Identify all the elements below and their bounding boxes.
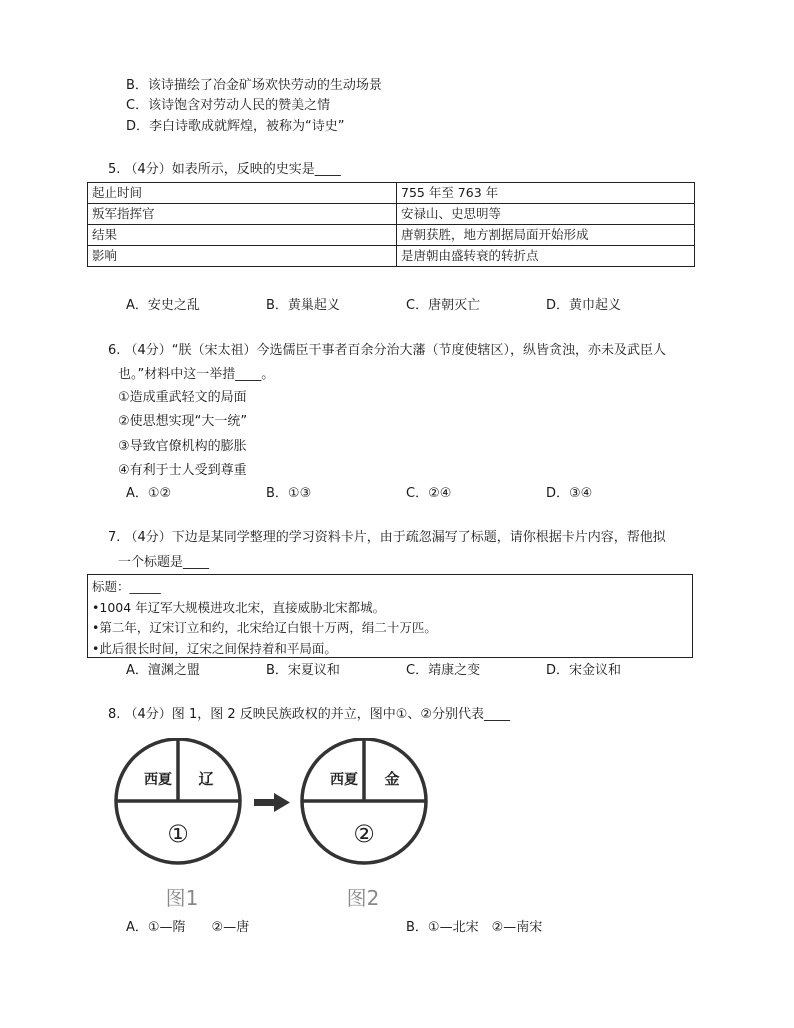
q6-item-2: ②使思想实现“大一统” (118, 414, 248, 429)
q5-table (87, 182, 695, 267)
q7-option-b: B．宋夏议和 (266, 663, 340, 678)
q5-stem: 5. （4分）如表所示，反映的史实是____ (108, 162, 341, 177)
card-title: 标题：_____ (92, 579, 161, 594)
q7-option-c: C．靖康之变 (406, 663, 481, 678)
q7-info-card (87, 574, 693, 658)
table-cell: 唐朝获胜，地方割据局面开始形成 (397, 225, 695, 246)
q6-option-b: B．①③ (266, 486, 312, 501)
figure-1-label-xixia: 西夏 (144, 772, 172, 788)
table-cell: 755 年至 763 年 (397, 183, 695, 204)
q6-item-1: ①造成重武轻文的局面 (118, 390, 247, 405)
q4-option-d: D．李白诗歌成就辉煌，被称为“诗史” (126, 119, 345, 134)
figure-2-label-jin: 金 (384, 770, 400, 788)
figure-2-caption: 图2 (346, 886, 380, 910)
q5-option-b: B．黄巢起义 (266, 298, 340, 313)
q7-stem-line1: 7. （4分）下边是某同学整理的学习资料卡片，由于疏忽漏写了标题，请你根据卡片内容，帮他拟 (108, 530, 666, 545)
card-line: •1004 年辽军大规模进攻北宋，直接威胁北宋都城。 (92, 599, 386, 615)
figure-1-label-circled-1: ① (167, 820, 189, 848)
table-row (88, 183, 695, 204)
q6-stem-line2: 也。”材料中这一举措____。 (118, 367, 275, 382)
q6-option-d: D．③④ (546, 486, 593, 501)
table-cell: 结果 (88, 225, 397, 246)
figure-2-circle (302, 739, 426, 863)
q7-option-a: A．澶渊之盟 (126, 663, 200, 678)
figure-1-caption: 图1 (165, 886, 199, 910)
q6-option-c: C．②④ (406, 486, 452, 501)
q6-option-a: A．①② (126, 486, 172, 501)
card-line: •此后很长时间，辽宋之间保持着和平局面。 (92, 640, 337, 656)
card-line: •第二年，辽宋订立和约，北宋给辽白银十万两，绢二十万匹。 (92, 620, 437, 635)
table-row (88, 246, 695, 267)
q8-option-b: B．①—北宋 ②—南宋 (406, 920, 543, 935)
table-row (88, 204, 695, 225)
q7-stem-line2: 一个标题是____ (118, 555, 210, 570)
table-cell: 起止时间 (88, 183, 397, 204)
figure-1-circle (116, 739, 240, 863)
table-cell: 叛军指挥官 (88, 204, 397, 225)
figure-2-label-xixia: 西夏 (330, 772, 358, 788)
table-cell: 是唐朝由盛转衰的转折点 (397, 246, 695, 267)
q6-stem-line1: 6. （4分）“朕（宋太祖）今选儒臣干事者百余分治大藩（节度使辖区），纵皆贪浊，亦未及武臣人 (108, 343, 667, 358)
q6-item-3: ③导致官僚机构的膨胀 (118, 439, 247, 454)
table-cell: 影响 (88, 246, 397, 267)
q6-item-4: ④有利于士人受到尊重 (118, 463, 247, 478)
figure-2-label-circled-2: ② (353, 820, 375, 848)
q8-option-a: A．①—隋 ②—唐 (126, 920, 250, 935)
q8-stem: 8. （4分）图 1，图 2 反映民族政权的并立，图中①、②分别代表____ (108, 707, 511, 722)
q5-option-c: C．唐朝灭亡 (406, 298, 481, 313)
q5-option-d: D．黄巾起义 (546, 298, 622, 313)
q4-option-b: B．该诗描绘了冶金矿场欢快劳动的生动场景 (126, 78, 382, 93)
q5-option-a: A．安史之乱 (126, 298, 200, 313)
q7-option-d: D．宋金议和 (546, 663, 622, 678)
figure-1-label-liao: 辽 (198, 770, 214, 788)
q8-figure (110, 738, 460, 913)
q4-option-c: C．该诗饱含对劳动人民的赞美之情 (126, 98, 331, 113)
table-cell: 安禄山、史思明等 (397, 204, 695, 225)
arrow-right-icon (254, 793, 290, 812)
table-row (88, 225, 695, 246)
